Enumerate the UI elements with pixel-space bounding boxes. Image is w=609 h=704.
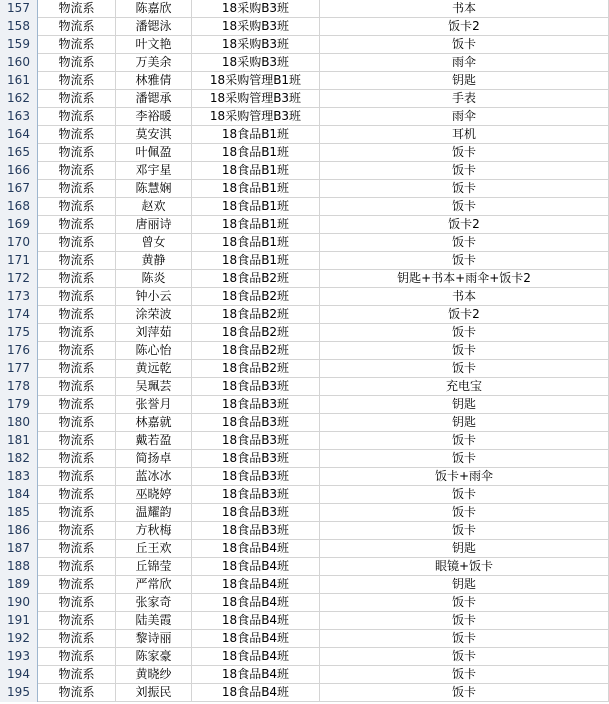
cell-class[interactable]: 18食品B1班 <box>192 126 320 144</box>
table-row <box>0 306 609 324</box>
cell-item[interactable]: 钥匙 <box>320 540 609 558</box>
row-number-header[interactable]: 175 <box>0 324 38 342</box>
table-row <box>0 576 609 594</box>
table-row <box>0 126 609 144</box>
table-row <box>0 540 609 558</box>
cell-item[interactable]: 饭卡 <box>320 234 609 252</box>
cell-department[interactable]: 物流系 <box>38 54 116 72</box>
row-number-header[interactable]: 172 <box>0 270 38 288</box>
table-row <box>0 198 609 216</box>
cell-item[interactable]: 手表 <box>320 90 609 108</box>
table-row <box>0 594 609 612</box>
cell-item[interactable]: 饭卡 <box>320 612 609 630</box>
cell-class[interactable]: 18采购B3班 <box>192 0 320 18</box>
cell-class[interactable]: 18食品B4班 <box>192 630 320 648</box>
cell-class[interactable]: 18采购B3班 <box>192 54 320 72</box>
table-row <box>0 108 609 126</box>
cell-item[interactable]: 饭卡 <box>320 324 609 342</box>
cell-item[interactable]: 饭卡 <box>320 684 609 702</box>
row-number-header[interactable]: 184 <box>0 486 38 504</box>
row-number-header[interactable]: 170 <box>0 234 38 252</box>
cell-item[interactable]: 书本 <box>320 288 609 306</box>
cell-department[interactable]: 物流系 <box>38 216 116 234</box>
cell-class[interactable]: 18食品B4班 <box>192 648 320 666</box>
table-row <box>0 504 609 522</box>
row-number-header[interactable]: 167 <box>0 180 38 198</box>
cell-name[interactable]: 黄晓纱 <box>116 666 192 684</box>
row-number-header[interactable]: 186 <box>0 522 38 540</box>
table-row <box>0 684 609 702</box>
cell-item[interactable]: 饭卡 <box>320 450 609 468</box>
cell-name[interactable]: 戴若盈 <box>116 432 192 450</box>
cell-name[interactable]: 丘王欢 <box>116 540 192 558</box>
table-row <box>0 288 609 306</box>
cell-department[interactable]: 物流系 <box>38 522 116 540</box>
cell-department[interactable]: 物流系 <box>38 162 116 180</box>
cell-class[interactable]: 18食品B4班 <box>192 540 320 558</box>
cell-item[interactable]: 饭卡2 <box>320 306 609 324</box>
cell-class[interactable]: 18食品B3班 <box>192 414 320 432</box>
cell-department[interactable]: 物流系 <box>38 630 116 648</box>
cell-class[interactable]: 18食品B1班 <box>192 162 320 180</box>
row-number-header[interactable]: 183 <box>0 468 38 486</box>
cell-class[interactable]: 18食品B2班 <box>192 270 320 288</box>
row-number-header[interactable]: 165 <box>0 144 38 162</box>
row-number-header[interactable]: 176 <box>0 342 38 360</box>
cell-name[interactable]: 温耀韵 <box>116 504 192 522</box>
cell-name[interactable]: 邓宇星 <box>116 162 192 180</box>
cell-department[interactable]: 物流系 <box>38 666 116 684</box>
cell-department[interactable]: 物流系 <box>38 180 116 198</box>
cell-name[interactable]: 潘锶泳 <box>116 18 192 36</box>
cell-name[interactable]: 丘锦莹 <box>116 558 192 576</box>
cell-department[interactable]: 物流系 <box>38 612 116 630</box>
row-number-header[interactable]: 164 <box>0 126 38 144</box>
table-row <box>0 0 609 18</box>
table-row <box>0 486 609 504</box>
row-number-header[interactable]: 180 <box>0 414 38 432</box>
cell-department[interactable]: 物流系 <box>38 288 116 306</box>
table-row <box>0 612 609 630</box>
row-number-header[interactable]: 168 <box>0 198 38 216</box>
cell-name[interactable]: 黄远乾 <box>116 360 192 378</box>
row-number-header[interactable]: 193 <box>0 648 38 666</box>
cell-name[interactable]: 陈慧娴 <box>116 180 192 198</box>
cell-item[interactable]: 饭卡 <box>320 162 609 180</box>
cell-name[interactable]: 吴珮芸 <box>116 378 192 396</box>
table-row <box>0 162 609 180</box>
row-number-header[interactable]: 177 <box>0 360 38 378</box>
cell-class[interactable]: 18食品B4班 <box>192 684 320 702</box>
cell-class[interactable]: 18食品B3班 <box>192 396 320 414</box>
table-row <box>0 90 609 108</box>
table-row <box>0 414 609 432</box>
cell-department[interactable]: 物流系 <box>38 324 116 342</box>
cell-item[interactable]: 钥匙 <box>320 414 609 432</box>
cell-department[interactable]: 物流系 <box>38 252 116 270</box>
cell-item[interactable]: 钥匙 <box>320 72 609 90</box>
cell-department[interactable]: 物流系 <box>38 108 116 126</box>
cell-item[interactable]: 钥匙 <box>320 396 609 414</box>
cell-class[interactable]: 18采购B3班 <box>192 36 320 54</box>
cell-department[interactable]: 物流系 <box>38 504 116 522</box>
cell-class[interactable]: 18食品B3班 <box>192 522 320 540</box>
cell-department[interactable]: 物流系 <box>38 270 116 288</box>
cell-department[interactable]: 物流系 <box>38 144 116 162</box>
cell-item[interactable]: 饭卡 <box>320 486 609 504</box>
cell-department[interactable]: 物流系 <box>38 486 116 504</box>
cell-class[interactable]: 18食品B2班 <box>192 324 320 342</box>
cell-name[interactable]: 李裕暖 <box>116 108 192 126</box>
cell-department[interactable]: 物流系 <box>38 396 116 414</box>
row-number-header[interactable]: 192 <box>0 630 38 648</box>
table-row <box>0 270 609 288</box>
cell-item[interactable]: 耳机 <box>320 126 609 144</box>
cell-name[interactable]: 刘振民 <box>116 684 192 702</box>
cell-department[interactable]: 物流系 <box>38 342 116 360</box>
cell-item[interactable]: 饭卡 <box>320 36 609 54</box>
cell-department[interactable]: 物流系 <box>38 558 116 576</box>
row-number-header[interactable]: 189 <box>0 576 38 594</box>
cell-class[interactable]: 18食品B3班 <box>192 486 320 504</box>
cell-class[interactable]: 18食品B4班 <box>192 576 320 594</box>
table-row <box>0 360 609 378</box>
table-row <box>0 18 609 36</box>
cell-department[interactable]: 物流系 <box>38 360 116 378</box>
cell-item[interactable]: 饭卡 <box>320 666 609 684</box>
cell-item[interactable]: 饭卡 <box>320 504 609 522</box>
cell-item[interactable]: 雨伞 <box>320 108 609 126</box>
cell-class[interactable]: 18食品B2班 <box>192 360 320 378</box>
cell-name[interactable]: 严常欣 <box>116 576 192 594</box>
cell-class[interactable]: 18食品B3班 <box>192 432 320 450</box>
cell-department[interactable]: 物流系 <box>38 594 116 612</box>
cell-item[interactable]: 饭卡2 <box>320 18 609 36</box>
cell-item[interactable]: 饭卡 <box>320 630 609 648</box>
row-number-header[interactable]: 188 <box>0 558 38 576</box>
table-row <box>0 522 609 540</box>
cell-department[interactable]: 物流系 <box>38 234 116 252</box>
cell-item[interactable]: 钥匙+书本+雨伞+饭卡2 <box>320 270 609 288</box>
row-number-header[interactable]: 178 <box>0 378 38 396</box>
cell-name[interactable]: 陈家豪 <box>116 648 192 666</box>
cell-name[interactable]: 莫安淇 <box>116 126 192 144</box>
cell-name[interactable]: 潘锶承 <box>116 90 192 108</box>
cell-item[interactable]: 饭卡 <box>320 180 609 198</box>
cell-class[interactable]: 18食品B3班 <box>192 504 320 522</box>
row-number-header[interactable]: 162 <box>0 90 38 108</box>
cell-item[interactable]: 雨伞 <box>320 54 609 72</box>
cell-department[interactable]: 物流系 <box>38 540 116 558</box>
table-row <box>0 54 609 72</box>
table-row <box>0 432 609 450</box>
cell-class[interactable]: 18食品B1班 <box>192 144 320 162</box>
cell-class[interactable]: 18采购管理B3班 <box>192 108 320 126</box>
row-number-header[interactable]: 181 <box>0 432 38 450</box>
row-number-header[interactable]: 187 <box>0 540 38 558</box>
row-number-header[interactable]: 160 <box>0 54 38 72</box>
table-row <box>0 666 609 684</box>
cell-class[interactable]: 18食品B2班 <box>192 288 320 306</box>
cell-department[interactable]: 物流系 <box>38 378 116 396</box>
cell-class[interactable]: 18食品B1班 <box>192 234 320 252</box>
table-row <box>0 252 609 270</box>
row-number-header[interactable]: 190 <box>0 594 38 612</box>
row-number-header[interactable]: 191 <box>0 612 38 630</box>
cell-class[interactable]: 18食品B2班 <box>192 306 320 324</box>
cell-name[interactable]: 张誉月 <box>116 396 192 414</box>
cell-class[interactable]: 18食品B4班 <box>192 666 320 684</box>
cell-name[interactable]: 陈嘉欣 <box>116 0 192 18</box>
row-number-header[interactable]: 161 <box>0 72 38 90</box>
cell-department[interactable]: 物流系 <box>38 36 116 54</box>
cell-department[interactable]: 物流系 <box>38 0 116 18</box>
cell-name[interactable]: 陈炎 <box>116 270 192 288</box>
cell-name[interactable]: 唐丽诗 <box>116 216 192 234</box>
cell-name[interactable]: 叶文艳 <box>116 36 192 54</box>
cell-department[interactable]: 物流系 <box>38 468 116 486</box>
cell-name[interactable]: 陈心怡 <box>116 342 192 360</box>
table-row <box>0 396 609 414</box>
cell-name[interactable]: 万美余 <box>116 54 192 72</box>
table-row <box>0 648 609 666</box>
cell-class[interactable]: 18采购管理B1班 <box>192 72 320 90</box>
cell-item[interactable]: 充电宝 <box>320 378 609 396</box>
row-number-header[interactable]: 157 <box>0 0 38 18</box>
row-number-header[interactable]: 166 <box>0 162 38 180</box>
cell-class[interactable]: 18采购B3班 <box>192 18 320 36</box>
table-row <box>0 378 609 396</box>
cell-item[interactable]: 饭卡 <box>320 522 609 540</box>
cell-item[interactable]: 书本 <box>320 0 609 18</box>
row-number-header[interactable]: 173 <box>0 288 38 306</box>
cell-department[interactable]: 物流系 <box>38 432 116 450</box>
cell-department[interactable]: 物流系 <box>38 306 116 324</box>
row-number-header[interactable]: 171 <box>0 252 38 270</box>
cell-class[interactable]: 18食品B1班 <box>192 198 320 216</box>
row-number-header[interactable]: 194 <box>0 666 38 684</box>
cell-department[interactable]: 物流系 <box>38 126 116 144</box>
cell-class[interactable]: 18食品B1班 <box>192 216 320 234</box>
table-row <box>0 72 609 90</box>
table-row <box>0 468 609 486</box>
row-number-header[interactable]: 158 <box>0 18 38 36</box>
table-row <box>0 234 609 252</box>
cell-item[interactable]: 饭卡 <box>320 648 609 666</box>
cell-class[interactable]: 18食品B3班 <box>192 378 320 396</box>
cell-name[interactable]: 林雅倩 <box>116 72 192 90</box>
table-row <box>0 558 609 576</box>
table-row <box>0 450 609 468</box>
cell-class[interactable]: 18食品B1班 <box>192 180 320 198</box>
table-row <box>0 144 609 162</box>
cell-item[interactable]: 饭卡 <box>320 144 609 162</box>
cell-name[interactable]: 赵欢 <box>116 198 192 216</box>
row-number-header[interactable]: 174 <box>0 306 38 324</box>
cell-name[interactable]: 巫晓婷 <box>116 486 192 504</box>
cell-department[interactable]: 物流系 <box>38 72 116 90</box>
cell-name[interactable]: 叶佩盈 <box>116 144 192 162</box>
cell-name[interactable]: 黎诗丽 <box>116 630 192 648</box>
cell-class[interactable]: 18食品B4班 <box>192 594 320 612</box>
cell-department[interactable]: 物流系 <box>38 576 116 594</box>
cell-name[interactable]: 曾女 <box>116 234 192 252</box>
cell-department[interactable]: 物流系 <box>38 684 116 702</box>
table-row <box>0 324 609 342</box>
cell-name[interactable]: 涂荣波 <box>116 306 192 324</box>
cell-name[interactable]: 钟小云 <box>116 288 192 306</box>
row-number-header[interactable]: 182 <box>0 450 38 468</box>
cell-department[interactable]: 物流系 <box>38 18 116 36</box>
cell-department[interactable]: 物流系 <box>38 450 116 468</box>
table-row <box>0 342 609 360</box>
cell-class[interactable]: 18食品B3班 <box>192 450 320 468</box>
cell-item[interactable]: 饭卡2 <box>320 216 609 234</box>
cell-item[interactable]: 饭卡 <box>320 594 609 612</box>
cell-item[interactable]: 饭卡 <box>320 342 609 360</box>
cell-class[interactable]: 18食品B3班 <box>192 468 320 486</box>
cell-item[interactable]: 饭卡 <box>320 252 609 270</box>
cell-class[interactable]: 18食品B4班 <box>192 558 320 576</box>
cell-name[interactable]: 林嘉就 <box>116 414 192 432</box>
cell-item[interactable]: 饭卡 <box>320 198 609 216</box>
cell-class[interactable]: 18食品B2班 <box>192 342 320 360</box>
cell-department[interactable]: 物流系 <box>38 414 116 432</box>
table-row <box>0 216 609 234</box>
cell-item[interactable]: 眼镜+饭卡 <box>320 558 609 576</box>
table-row <box>0 36 609 54</box>
row-number-header[interactable]: 179 <box>0 396 38 414</box>
cell-class[interactable]: 18采购管理B3班 <box>192 90 320 108</box>
cell-department[interactable]: 物流系 <box>38 90 116 108</box>
row-number-header[interactable]: 159 <box>0 36 38 54</box>
cell-name[interactable]: 刘萍茹 <box>116 324 192 342</box>
cell-name[interactable]: 张家奇 <box>116 594 192 612</box>
table-row <box>0 630 609 648</box>
cell-name[interactable]: 简扬卓 <box>116 450 192 468</box>
cell-class[interactable]: 18食品B1班 <box>192 252 320 270</box>
cell-name[interactable]: 方秋梅 <box>116 522 192 540</box>
row-number-header[interactable]: 185 <box>0 504 38 522</box>
row-number-header[interactable]: 163 <box>0 108 38 126</box>
cell-name[interactable]: 蓝冰冰 <box>116 468 192 486</box>
cell-name[interactable]: 陆美霞 <box>116 612 192 630</box>
cell-item[interactable]: 饭卡 <box>320 432 609 450</box>
cell-department[interactable]: 物流系 <box>38 198 116 216</box>
cell-item[interactable]: 饭卡+雨伞 <box>320 468 609 486</box>
cell-item[interactable]: 钥匙 <box>320 576 609 594</box>
table-row <box>0 180 609 198</box>
cell-class[interactable]: 18食品B4班 <box>192 612 320 630</box>
cell-item[interactable]: 饭卡 <box>320 360 609 378</box>
cell-department[interactable]: 物流系 <box>38 648 116 666</box>
cell-name[interactable]: 黄静 <box>116 252 192 270</box>
row-number-header[interactable]: 169 <box>0 216 38 234</box>
row-number-header[interactable]: 195 <box>0 684 38 702</box>
